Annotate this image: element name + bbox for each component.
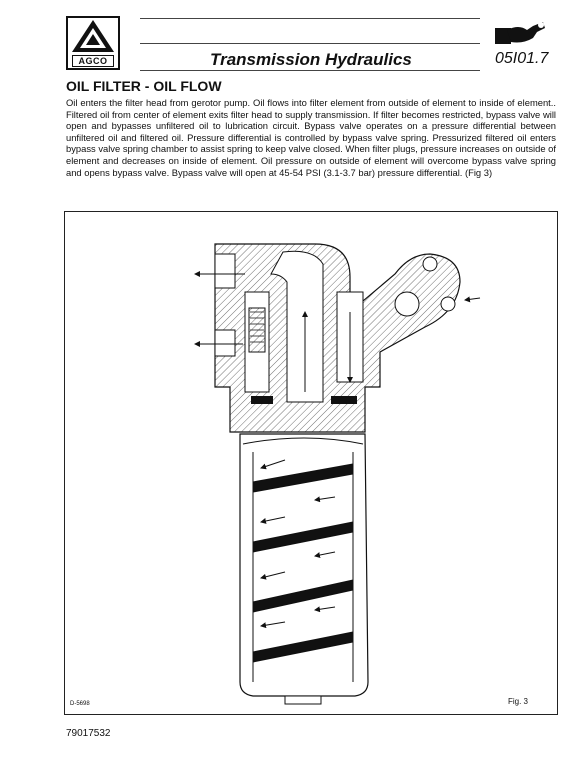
section-body: Oil enters the filter head from gerotor pump. Oil flows into filter element from outside of element to inside of element.. Filtered oil from center of element exits filter head to supply transmission. If filter becomes restricted, bypass valve will open and bypasses unfiltered oil to lubrication circuit. Bypass valve operates on a pressure differential between unfiltered oil and filtered oil. Pressure differential is controlled by bypass valve spring. Pressurized filtered oil enters bypass valve spring chamber to assist spring to keep valve closed. When filter plugs, pressure increases on outside of element and decreases on inside of element. Oil pressure on outside of element will overcome bypass valve spring and opens bypass valve. Bypass valve will open at 45-54 PSI (3.1-3.7 bar) pressure differential. (Fig 3) <box>66 97 556 178</box>
figure-frame <box>64 211 558 715</box>
figure-caption: Fig. 3 <box>508 697 529 706</box>
header-rule-middle <box>140 43 480 44</box>
brand-label: AGCO <box>72 55 114 67</box>
oil-filter-diagram <box>65 212 557 714</box>
figure-id: D-5698 <box>70 701 90 707</box>
header-rule-bottom <box>140 70 480 71</box>
section-code: 05I01.7 <box>495 50 549 67</box>
header-rule-top <box>140 18 480 19</box>
document-number: 79017532 <box>66 728 111 739</box>
wrench-hand-icon <box>493 16 547 52</box>
agco-triangle-icon <box>68 18 118 56</box>
page-title: Transmission Hydraulics <box>210 50 412 69</box>
section-heading: OIL FILTER - OIL FLOW <box>66 78 222 94</box>
